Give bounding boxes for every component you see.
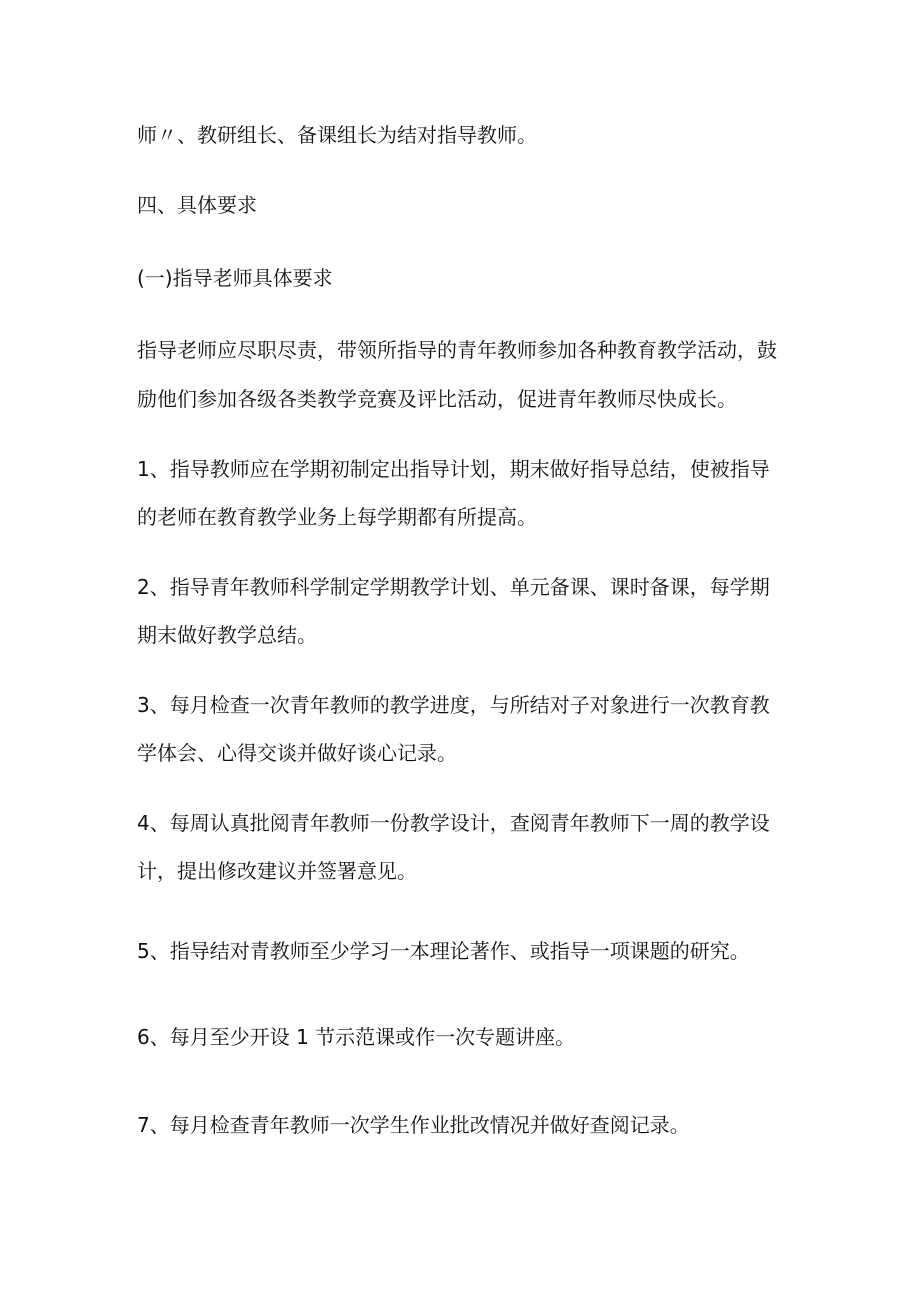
list-item-5: 5、指导结对青教师至少学习一本理论著作、或指导一项课题的研究。 (137, 939, 750, 963)
text-line-4: 指导老师应尽职尽责，带领所指导的青年教师参加各种教育教学活动，鼓 (137, 338, 777, 362)
subsection-heading-mentor: (一)指导老师具体要求 (137, 266, 333, 290)
section-heading-requirements: 四、具体要求 (137, 193, 257, 217)
list-item-6: 6、每月至少开设 1 节示范课或作一次专题讲座。 (137, 1025, 576, 1049)
list-item-2-line-1: 2、指导青年教师科学制定学期教学计划、单元备课、课时备课，每学期 (137, 575, 770, 599)
text-line-5: 励他们参加各级各类教学竞赛及评比活动，促进青年教师尽快成长。 (137, 387, 737, 411)
list-item-1-line-1: 1、指导教师应在学期初制定出指导计划，期末做好指导总结，使被指导 (137, 457, 770, 481)
list-item-3-line-1: 3、每月检查一次青年教师的教学进度，与所结对子对象进行一次教育教 (137, 693, 770, 717)
list-item-2-line-2: 期末做好教学总结。 (137, 623, 317, 647)
list-item-1-line-2: 的老师在教育教学业务上每学期都有所提高。 (137, 505, 537, 529)
text-line-1: 师〃、教研组长、备课组长为结对指导教师。 (137, 123, 537, 147)
list-item-4-line-2: 计，提出修改建议并签署意见。 (137, 859, 417, 883)
list-item-4-line-1: 4、每周认真批阅青年教师一份教学设计，查阅青年教师下一周的教学设 (137, 811, 770, 835)
list-item-3-line-2: 学体会、心得交谈并做好谈心记录。 (137, 741, 457, 765)
list-item-7: 7、每月检查青年教师一次学生作业批改情况并做好查阅记录。 (137, 1113, 690, 1137)
